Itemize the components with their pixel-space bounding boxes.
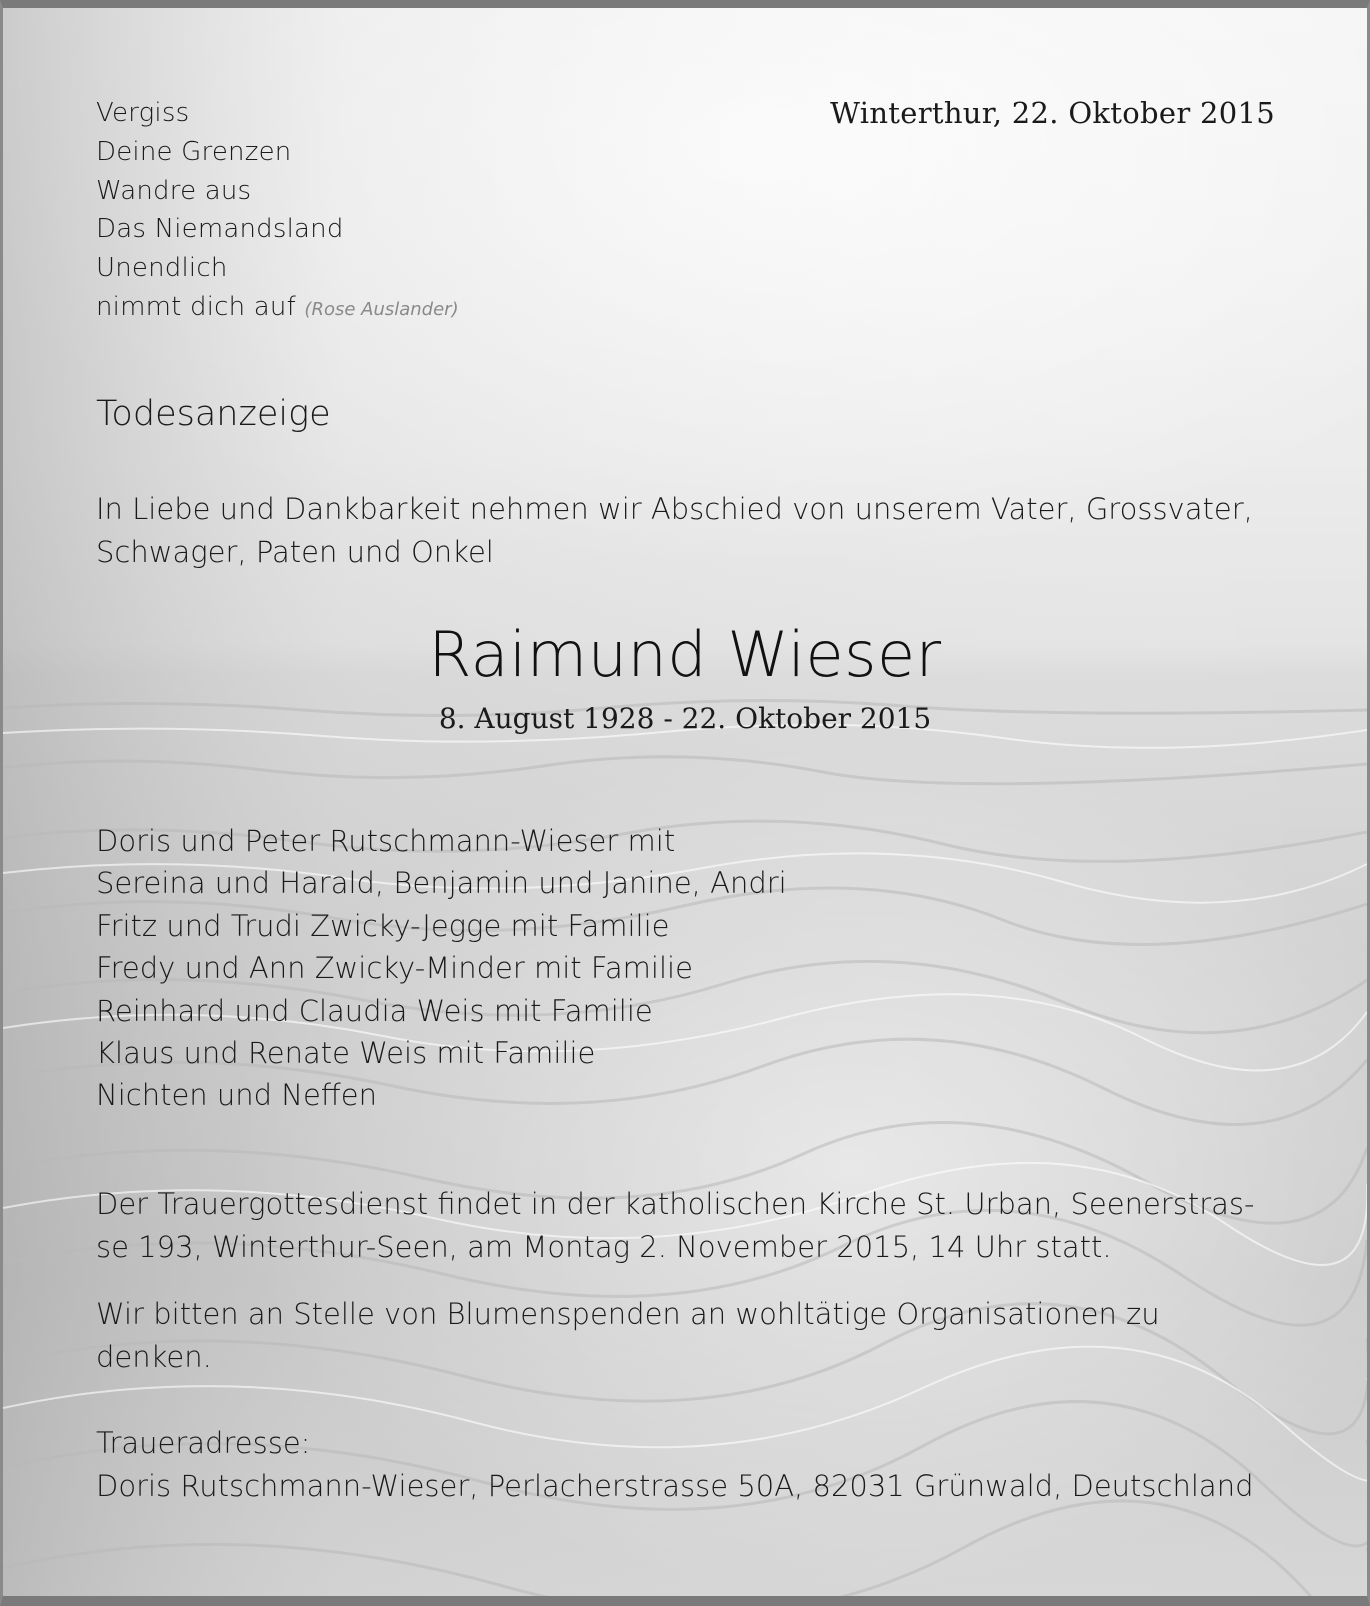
service-line: se 193, Winterthur-Seen, am Montag 2. November 2015, 14 Uhr statt. (96, 1230, 1112, 1264)
donation-request (96, 1293, 1160, 1379)
notice-heading: Todesanzeige (96, 394, 331, 434)
mourner-entry: Fredy und Ann Zwicky-Minder mit Familie (96, 951, 693, 986)
donation-line: denken. (96, 1340, 212, 1374)
funeral-service-info (96, 1183, 1254, 1269)
intro-text (96, 488, 1286, 574)
address-label: Traueradresse: (96, 1426, 311, 1460)
poem-line: Unendlich (96, 253, 228, 284)
life-dates: 8. August 1928 - 22. Oktober 2015 (438, 702, 932, 735)
donation-line: Wir bitten an Stelle von Blumenspenden an wohltätige Organisationen zu (96, 1297, 1160, 1331)
mourners-list (96, 820, 787, 1117)
service-line: Der Trauergottesdienst findet in der katholischen Kirche St. Urban, Seenerstras- (96, 1187, 1255, 1221)
intro-line: In Liebe und Dankbarkeit nehmen wir Abschied von unserem Vater, Grossvater, (96, 492, 1253, 526)
poem-line-last (96, 288, 459, 330)
poem (96, 94, 459, 330)
mourner-entry: Sereina und Harald, Benjamin und Janine, Andri (96, 866, 787, 901)
intro-line: Schwager, Paten und Onkel (96, 535, 494, 569)
mourner-entry: Nichten und Neffen (96, 1078, 378, 1113)
poem-line: Vergiss (96, 98, 190, 128)
mourner-entry: Fritz und Trudi Zwicky-Jegge mit Familie (96, 908, 670, 943)
poem-author: (Rose Auslander) (304, 298, 459, 320)
deceased-name: Raimund Wieser (428, 618, 942, 691)
poem-line: Wandre aus (96, 175, 252, 206)
mourner-entry: Reinhard und Claudia Weis mit Familie (96, 993, 653, 1028)
address-value: Doris Rutschmann-Wieser, Perlacherstrasse 50A, 82031 Grünwald, Deutschland (96, 1469, 1254, 1503)
place-and-date: Winterthur, 22. Oktober 2015 (830, 96, 1275, 130)
mourner-entry: Doris und Peter Rutschmann-Wieser mit (96, 824, 676, 858)
mourning-address (96, 1422, 1253, 1508)
poem-line: Deine Grenzen (96, 136, 292, 167)
poem-line: Das Niemandsland (96, 214, 344, 245)
mourner-entry: Klaus und Renate Weis mit Familie (96, 1036, 596, 1071)
poem-line: nimmt dich auf (96, 291, 296, 322)
